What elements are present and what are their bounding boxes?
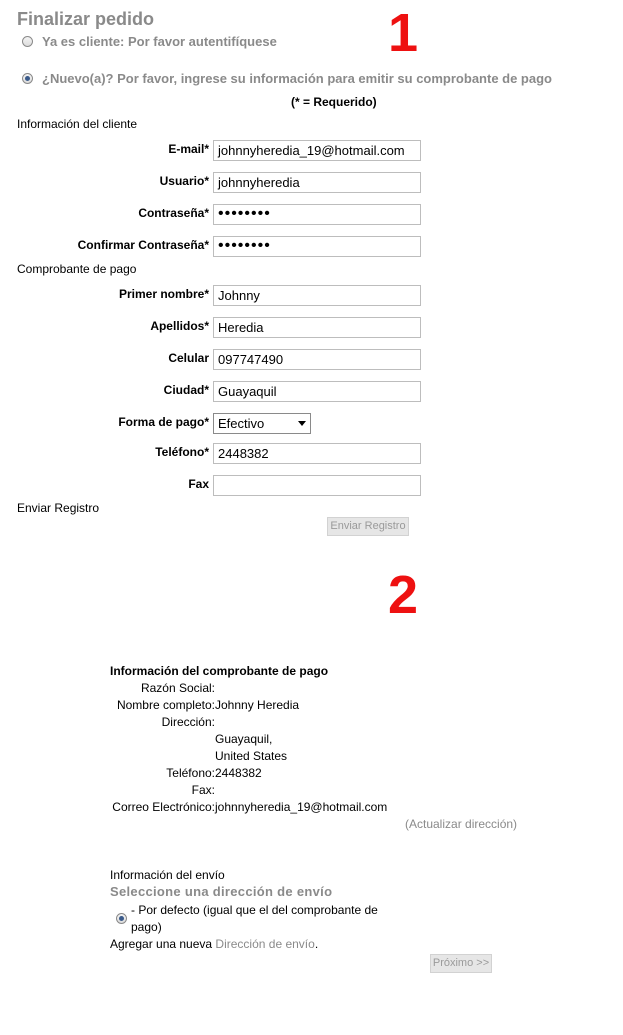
address-line2: United States xyxy=(215,749,288,763)
mobile-label: Celular xyxy=(168,351,209,365)
default-shipping-radio[interactable] xyxy=(116,913,127,924)
username-field[interactable]: johnnyheredia xyxy=(213,172,421,193)
company-label: Razón Social: xyxy=(140,681,215,695)
existing-customer-radio[interactable] xyxy=(22,36,33,47)
first-name-label: Primer nombre* xyxy=(118,287,209,301)
page-title: Finalizar pedido xyxy=(17,9,155,29)
add-shipping-address-row xyxy=(110,937,318,951)
fullname-value: Johnny Heredia xyxy=(215,698,300,712)
submit-registration-button[interactable]: Enviar Registro xyxy=(327,517,409,536)
billing-phone-value: 2448382 xyxy=(215,766,262,780)
step-marker-2: 2 xyxy=(388,565,419,625)
phone-label: Teléfono* xyxy=(155,445,209,459)
default-shipping-line2[interactable]: pago) xyxy=(131,920,162,934)
confirm-password-label: Confirmar Contraseña* xyxy=(77,238,209,252)
next-button[interactable]: Próximo >> xyxy=(430,954,492,973)
chevron-down-icon xyxy=(298,421,306,426)
fax-field[interactable] xyxy=(213,475,421,496)
mobile-field[interactable]: 097747490 xyxy=(213,349,421,370)
password-field[interactable]: •••••••• xyxy=(213,204,421,225)
required-note: (* = Requerido) xyxy=(291,95,377,109)
add-shipping-address-link[interactable]: Dirección de envío xyxy=(215,937,315,951)
password-label: Contraseña* xyxy=(138,206,209,220)
payment-method-select[interactable] xyxy=(213,413,311,434)
add-shipping-suffix: . xyxy=(314,937,319,951)
shipping-heading: Información del envío xyxy=(110,868,225,882)
existing-customer-label[interactable]: Ya es cliente: Por favor autentifíquese xyxy=(42,34,277,49)
select-shipping-title: Seleccione una dirección de envío xyxy=(110,884,333,899)
new-customer-label[interactable]: ¿Nuevo(a)? Por favor, ingrese su información para emitir su comprobante de pago xyxy=(42,71,552,86)
fax-label: Fax xyxy=(188,477,209,491)
username-label: Usuario* xyxy=(159,174,209,188)
update-address-link[interactable]: (Actualizar dirección) xyxy=(405,817,518,831)
submit-heading: Enviar Registro xyxy=(17,501,100,515)
billing-email-label: Correo Electrónico: xyxy=(112,800,215,814)
add-shipping-prefix: Agregar una nueva xyxy=(110,937,213,951)
address-line1: Guayaquil, xyxy=(215,732,273,746)
billing-email-value: johnnyheredia_19@hotmail.com xyxy=(215,800,388,814)
customer-info-heading: Información del cliente xyxy=(17,117,138,131)
address-label: Dirección: xyxy=(161,715,215,729)
phone-field[interactable]: 2448382 xyxy=(213,443,421,464)
city-field[interactable]: Guayaquil xyxy=(213,381,421,402)
billing-info-heading: Información del comprobante de pago xyxy=(110,664,329,678)
fullname-label: Nombre completo: xyxy=(116,698,215,712)
billing-fax-label: Fax: xyxy=(191,783,215,797)
payment-method-value: Efectivo xyxy=(218,416,265,431)
city-label: Ciudad* xyxy=(163,383,209,397)
first-name-field[interactable]: Johnny xyxy=(213,285,421,306)
email-field[interactable]: johnnyheredia_19@hotmail.com xyxy=(213,140,421,161)
confirm-password-field[interactable]: •••••••• xyxy=(213,236,421,257)
last-name-label: Apellidos* xyxy=(150,319,209,333)
last-name-field[interactable]: Heredia xyxy=(213,317,421,338)
new-customer-radio[interactable] xyxy=(22,73,33,84)
step-marker-1: 1 xyxy=(388,3,419,63)
billing-phone-label: Teléfono: xyxy=(166,766,215,780)
payment-method-label: Forma de pago* xyxy=(118,415,209,429)
billing-heading: Comprobante de pago xyxy=(17,262,137,276)
email-label: E-mail* xyxy=(168,142,209,156)
default-shipping-line1[interactable]: - Por defecto (igual que el del comprobante de xyxy=(131,903,378,917)
